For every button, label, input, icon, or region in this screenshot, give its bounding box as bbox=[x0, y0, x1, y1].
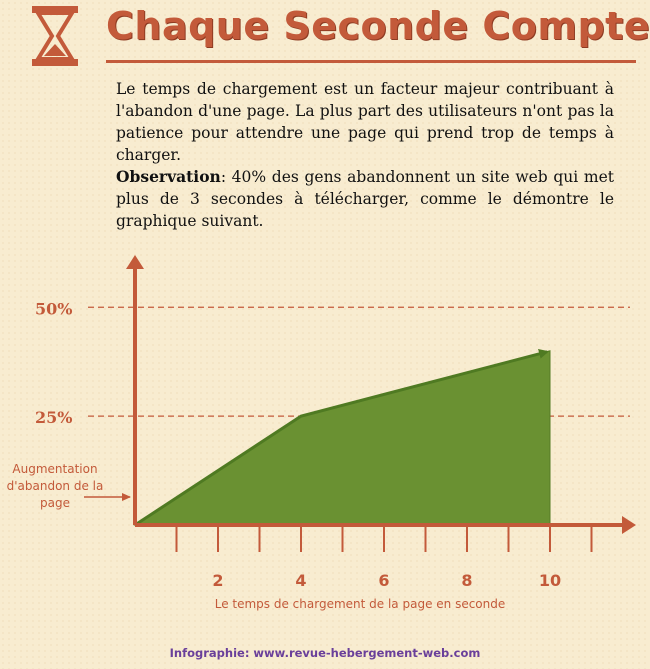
x-tick-label: 2 bbox=[212, 571, 224, 590]
x-tick-label: 8 bbox=[461, 571, 473, 590]
reference-label: 25% bbox=[35, 408, 73, 428]
x-tick-label: 10 bbox=[538, 571, 562, 590]
x-tick-label: 6 bbox=[378, 571, 390, 590]
page-title: Chaque Seconde Compte bbox=[106, 4, 650, 48]
footer-credit: Infographie: www.revue-hebergement-web.com bbox=[169, 646, 481, 660]
x-ticks bbox=[177, 525, 592, 590]
data-area bbox=[135, 351, 550, 525]
reference-label: 50% bbox=[35, 299, 73, 319]
observation-text: : 40% des gens abandonnent un site web qui met plus de 3 secondes à télécharger, comme le démontre le graphique suivant. bbox=[116, 168, 614, 230]
x-tick-label: 4 bbox=[295, 571, 307, 590]
y-axis-label: Augmentation d'abandon de la page bbox=[6, 462, 104, 510]
y-axis-arrow bbox=[126, 255, 144, 269]
observation-label: Observation bbox=[116, 167, 221, 186]
x-axis-arrow bbox=[622, 516, 636, 534]
intro-paragraph: Le temps de chargement est un facteur majeur contribuant à l'abandon d'une page. La plus part des utilisateurs n'ont pas la patience pour attendre une page qui prend trop de temps à charger. bbox=[116, 80, 614, 164]
x-axis-label: Le temps de chargement de la page en seconde bbox=[214, 597, 506, 611]
ylabel-pointer-head bbox=[122, 493, 131, 501]
